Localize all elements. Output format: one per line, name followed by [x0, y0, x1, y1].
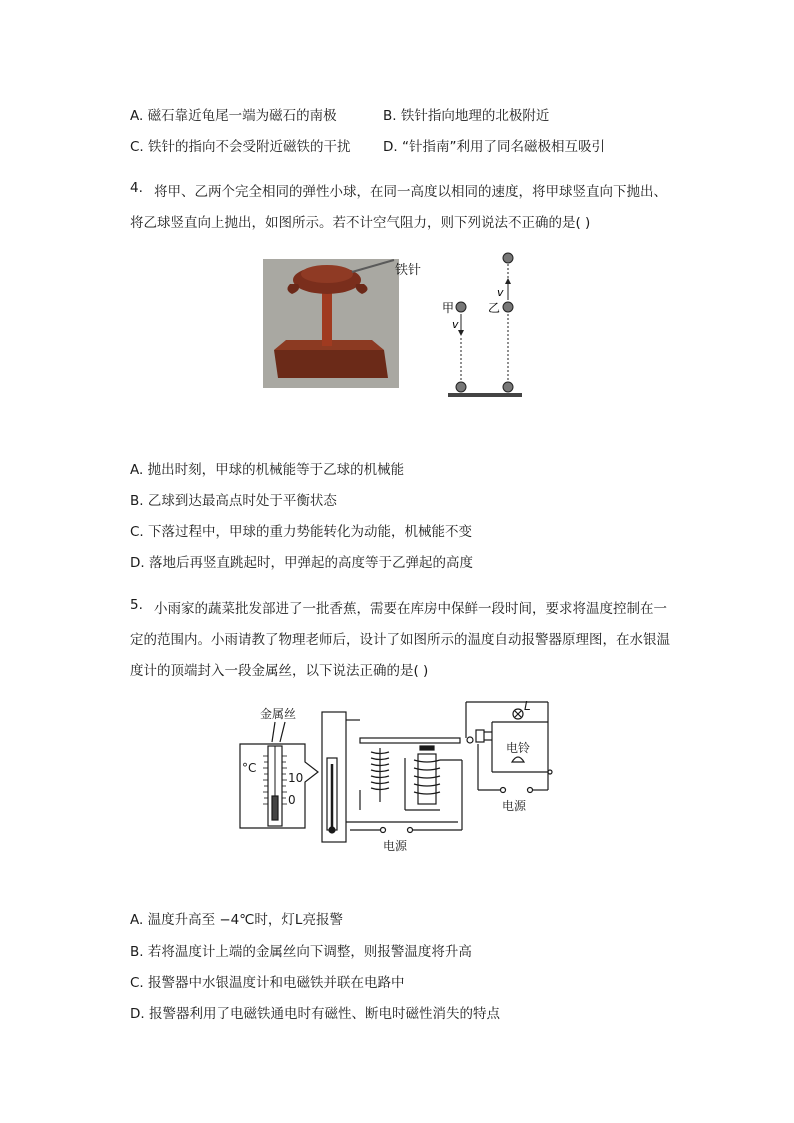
label-0: 0 — [288, 793, 296, 807]
q5-option-b: B. 若将温度计上端的金属丝向下调整，则报警温度将升高 — [130, 944, 472, 960]
ball-yi-top — [503, 253, 513, 263]
q5-stem-line2: 定的范围内。小雨请教了物理老师后，设计了如图所示的温度自动报警器原理图，在水银温 — [130, 632, 670, 648]
q4-number: 4. — [130, 180, 143, 196]
q3-option-d: D. “针指南”利用了同名磁极相互吸引 — [383, 139, 605, 155]
q4-stem-line1: 将甲、乙两个完全相同的弹性小球，在同一高度以相同的速度，将甲球竖直向下抛出、 — [154, 184, 667, 200]
q5-option-c: C. 报警器中水银温度计和电磁铁并联在电路中 — [130, 975, 405, 991]
label-v-jia: v — [452, 318, 459, 331]
wooden-base — [274, 350, 388, 378]
label-power-1: 电源 — [383, 839, 408, 853]
q5-stem-line3: 度计的顶端封入一段金属丝，以下说法正确的是( ) — [130, 663, 429, 679]
label-celsius: °C — [242, 761, 257, 775]
ball-yi — [503, 302, 513, 312]
q4-option-b: B. 乙球到达最高点时处于平衡状态 — [130, 493, 337, 509]
needle-label: 铁针 — [395, 263, 422, 278]
thermometer-inset — [240, 744, 318, 828]
label-metal-wire: 金属丝 — [260, 707, 297, 721]
q5-option-d: D. 报警器利用了电磁铁通电时有磁性、断电时磁性消失的特点 — [130, 1006, 500, 1022]
q4-option-a: A. 抛出时刻，甲球的机械能等于乙球的机械能 — [130, 462, 405, 478]
label-v-yi: v — [497, 286, 504, 299]
q5-option-a: A. 温度升高至 −4℃时，灯L亮报警 — [130, 912, 343, 928]
label-10: 10 — [288, 771, 304, 785]
ground — [448, 393, 522, 397]
ball-jia-ground — [456, 382, 466, 392]
q4-option-d: D. 落地后再竖直跳起时，甲弹起的高度等于乙弹起的高度 — [130, 555, 473, 571]
q3-option-b: B. 铁针指向地理的北极附近 — [383, 108, 550, 124]
label-jia: 甲 — [442, 301, 455, 315]
q4-option-c: C. 下落过程中，甲球的重力势能转化为动能，机械能不变 — [130, 524, 473, 540]
compass-figure — [262, 250, 422, 392]
thermometer-frame — [322, 712, 346, 842]
q4-stem-line2: 将乙球竖直向上抛出，如图所示。若不计空气阻力，则下列说法不正确的是( ) — [130, 215, 591, 231]
label-bell: 电铃 — [506, 741, 531, 755]
alarm-circuit-figure — [230, 700, 565, 860]
label-lamp: L — [524, 700, 531, 713]
q5-number: 5. — [130, 597, 143, 613]
balls-figure — [438, 248, 528, 406]
q3-option-a: A. 磁石靠近龟尾一端为磁石的南极 — [130, 108, 337, 124]
ball-jia — [456, 302, 466, 312]
bell-icon — [512, 757, 524, 762]
label-power-2: 电源 — [502, 799, 527, 813]
ball-yi-ground — [503, 382, 513, 392]
q3-option-c: C. 铁针的指向不会受附近磁铁的干扰 — [130, 139, 351, 155]
wooden-pole — [322, 290, 332, 346]
q5-stem-line1: 小雨家的蔬菜批发部进了一批香蕉，需要在库房中保鲜一段时间，要求将温度控制在一 — [154, 601, 667, 617]
label-yi: 乙 — [488, 301, 501, 315]
armature — [360, 738, 460, 743]
